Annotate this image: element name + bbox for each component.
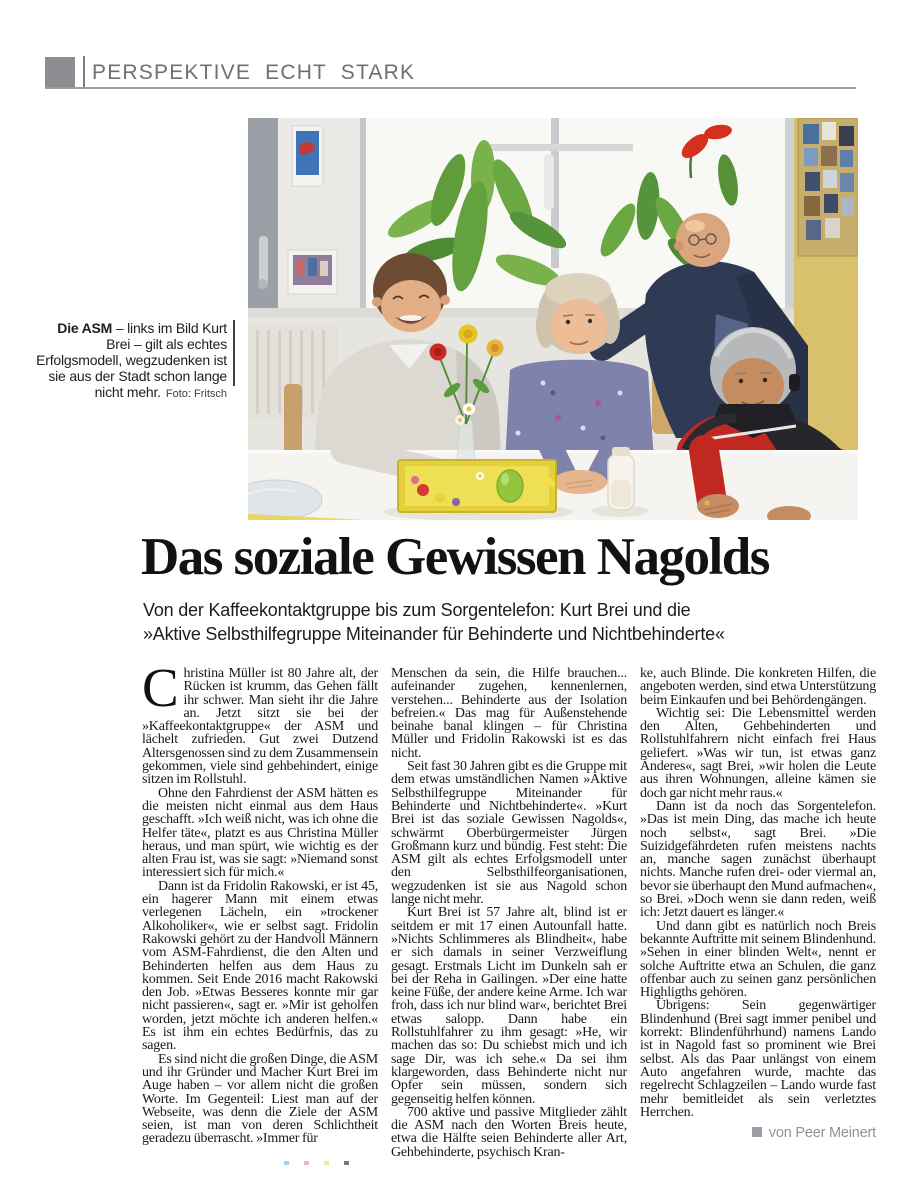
paragraph: Christina Müller ist 80 Jahre alt, der Rücken ist krumm, das Gehen fällt ihr schwer. Man sieht ihr die Jahre an. Jetzt sitzt sie bei der »Kaffeekontaktgruppe« der ASM und lächelt zufrieden. Gut zwei Dutzend Altersgenossen sind zu dem Zusammensein gekommen, viele sind gehbehindert, einige sitzen im Rollstuhl. [142,657,378,788]
paragraph: Und dann gibt es natürlich noch Breis bekannte Auftritte mit seinem Blindenhund. »Sehen in einer blinden Welt«, nennt er solche Auftritte etwa an Schulen, die ganz offenbar auch zu seinen ganz persönlichen Highligths gehören. [640,918,876,1001]
paragraph: Es sind nicht die großen Dinge, die ASM und ihr Gründer und Macher Kurt Brei im Auge haben – vor allem nicht die großen Worte. Im Gegenteil: Liest man auf der Webseite, was denn die Ziele der ASM seien, ist man von deren Schlichtheit geradezu überrascht. »Immer für [142,1051,378,1147]
paragraph: Seit fast 30 Jahren gibt es die Gruppe mit dem etwas umständlichen Namen »Aktive Selbsthilfegruppe Miteinander für Behinderte und Nichtbehinderte«. »Kurt Brei ist das soziale Gewissen Nagolds«, schwärmt Oberbürgermeister Jürgen Großmann kurz und bündig. Fest steht: Die ASM gilt als echtes Erfolgsmodell unter den Selbsthilfeorganisationen, wegzudenken ist sie aus Nagold schon lange nicht mehr. [391,759,627,908]
chair-left [284,384,302,456]
article-photo [248,118,858,520]
byline [640,1125,876,1141]
article-body [142,657,876,1160]
paragraph: 700 aktive und passive Mitglieder zählt die ASM nach den Worten Breis heute, etwa die Hälfte seien Behinderte aller Art, Gehbehinderte, psychisch Kran- [391,1104,627,1160]
kicker-vertical-rule [83,56,85,88]
photo-caption [33,320,227,402]
caption-text: – links im Bild Kurt Brei – gilt als echtes Erfolgsmodell, wegzudenken ist sie aus der Stadt schon lange nicht mehr. [36,320,227,400]
caption-rule [233,320,235,386]
regmark-yellow [324,1161,329,1165]
paragraph: Kurt Brei ist 57 Jahre alt, blind ist er seitdem er mit 17 einen Autounfall hatte. »Nichts Schlimmeres als Blindheit«, habe er sich damals in seiner Verzweiflung gesagt. Erstmals Licht im Dunkeln sah er bei der Reha in Gailingen. »Der eine hatte keine Füße, der andere keine Arme. Ich war froh, dass ich nur blind war«, berichtet Brei etwas salopp. Dann habe ein Rollstuhlfahrer zu ihm gesagt: »He, wir machen das so: Du schiebst mich und ich sage Dir, was ich sehe.« Da sei ihm klargeworden, dass Behinderte nicht nur Opfer sein müssen, sondern sich gegenseitig helfen können. [391,905,627,1107]
regmark-cyan [284,1161,289,1165]
subhead-line-2: »Aktive Selbsthilfegruppe Miteinander für Behinderte und Nichtbehinderte« [143,623,725,644]
paragraph: Menschen da sein, die Hilfe brauchen... aufeinander zugehen, kennenlernen, verstehen... Behinderte aus der Isolation befreien.« Das mag für Außenstehende beinahe banal klingen – für Christina Müller und Fridolin Rakowski ist es das nicht. [391,666,627,761]
paragraph: Dann ist da Fridolin Rakowski, er ist 45, ein hagerer Mann mit einem etwas verlegenen Lächeln, ein »trockener Alkoholiker«, wie er selbst sagt. Fridolin Rakowski gehört zu der Handvoll Männern vom ASM-Fahrdienst, die den Alten und Behinderten helfen aus dem Haus zu kommen. Seit Ende 2016 macht Rakowski den Job. »Etwas Besseres konnte mir gar nicht passieren«, sagt er. »Mir ist geholfen worden, jetzt möchte ich anderen helfen.« Es ist ihm ein echtes Bedürfnis, das zu sagen. [142,878,378,1054]
byline-square-icon [752,1127,762,1137]
regmark-black [344,1161,349,1165]
paragraph: Ohne den Fahrdienst der ASM hätten es die meisten nicht einmal aus dem Haus geschafft. »Ich weiß nicht, was ich ohne die Helfer täte«, platzt es aus Christina Müller heraus, und man spürt, wie wichtig es der alten Frau ist, was sie sagt: »Niemand sonst interessiert sich für mich.« [142,785,378,881]
column-3 [640,667,876,1159]
byline-text: von Peer Meinert [768,1125,876,1142]
kicker-square-icon [45,57,75,87]
paragraph: ke, auch Blinde. Die konkreten Hilfen, die angeboten werden, sind etwa Unterstützung beim Einkaufen und bei Behördengängen. [640,666,876,708]
caption-lead: Die ASM [57,320,113,336]
paragraph: Dann ist da noch das Sorgentelefon. »Das ist mein Ding, das mache ich heute noch selbst«, sagt Brei. »Die Suizidgefährdeten rufen meistens nachts an, manche sagen zunächst überhaupt nichts. Manche rufen drei- oder viermal an, bevor sie überhaupt den Mund aufmachen«, so Brei. »Doch wenn sie dann reden, weiß ich: Jetzt dauert es länger.« [640,798,876,921]
article-subhead [143,599,863,646]
easter-tray [398,460,557,512]
kicker-label: PERSPEKTIVE ECHT STARK [92,61,416,84]
regmark-magenta [304,1161,309,1165]
article-headline: Das soziale Gewissen Nagolds [141,528,769,586]
column-1 [142,657,378,1159]
subhead-line-1: Von der Kaffeekontaktgruppe bis zum Sorgentelefon: Kurt Brei und die [143,600,691,620]
milk-bottle [608,447,634,510]
photo-credit: Foto: Fritsch [165,388,227,400]
drop-cap: C [142,657,179,718]
kicker-horizontal-rule [45,87,856,89]
paragraph: Wichtig sei: Die Lebensmittel werden den Alten, Gehbehinderten und Rollstuhlfahrern nicht einfach frei Haus geliefert. »Was wir tun, ist etwas ganz Anderes«, sagt Brei, »wir holen die Leute aus ihren Wohnungen, alleine kämen sie doch gar nicht mehr raus.« [640,705,876,801]
column-2 [391,667,627,1159]
paragraph: Übrigens: Sein gegenwärtiger Blindenhund (Brei sagt immer penibel und korrekt: Blindenführhund) namens Lando ist in Nagold fast so prominent wie Brei selbst. Als das Paar unlängst von einem Auto angefahren wurde, machte das regelrecht Schlagzeilen – Lando wurde fast mehr bemitleidet als sein verletztes Herrchen. [640,998,876,1120]
photo-illustration [248,118,858,520]
